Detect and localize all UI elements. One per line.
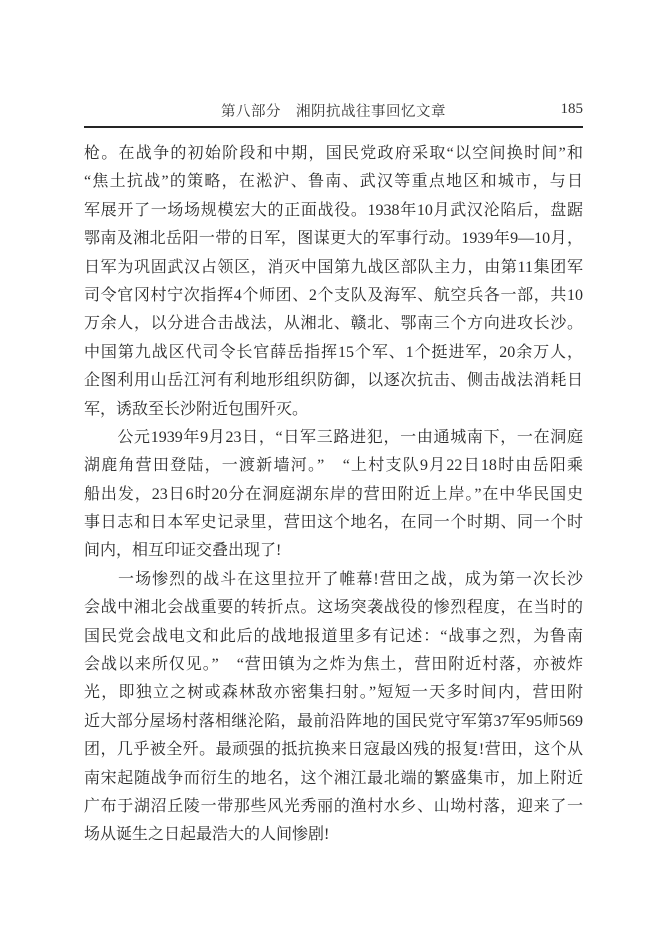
text-line: 南宋起随战争而衍生的地名，这个湘江最北端的繁盛集市，加上附近	[84, 769, 583, 787]
body-text	[84, 140, 583, 850]
text-line: 军展开了一场场规模宏大的正面战役。1938年10月武汉沦陷后，盘踞	[84, 201, 583, 219]
text-line: 鄂南及湘北岳阳一带的日军，图谋更大的军事行动。1939年9—10月，	[84, 230, 583, 248]
text-line: 日军为巩固武汉占领区，消灭中国第九战区部队主力，由第11集团军	[84, 258, 583, 276]
paragraph	[84, 566, 583, 850]
text-line: 公元1939年9月23日，“日军三路进犯，一由通城南下，一在洞庭	[84, 428, 583, 446]
text-line: 事日志和日本军史记录里，营田这个地名，在同一个时期、同一个时	[84, 514, 583, 532]
section-header: 第八部分 湘阴抗战往事回忆文章	[221, 104, 446, 120]
text-line: 湖鹿角营田登陆，一渡新墙河。” “上村支队9月22日18时由岳阳乘	[84, 457, 583, 475]
text-line: 一场惨烈的战斗在这里拉开了帷幕!营田之战，成为第一次长沙	[84, 570, 583, 588]
text-line: 会战以来所仅见。” “营田镇为之炸为焦土，营田附近村落，亦被炸	[84, 656, 583, 674]
text-line: 枪。在战争的初始阶段和中期，国民党政府采取“以空间换时间”和	[84, 145, 583, 162]
page-number: 185	[560, 101, 583, 117]
text-line: 司令官冈村宁次指挥4个师团、2个支队及海军、航空兵各一部，共10	[84, 286, 583, 304]
text-line: 万余人，以分进合击战法，从湘北、赣北、鄂南三个方向进攻长沙。	[84, 315, 583, 333]
header-rule	[84, 126, 583, 128]
paragraph	[84, 140, 583, 424]
text-line: 间内，相互印证交叠出现了!	[84, 542, 282, 560]
text-line: 中国第九战区代司令长官薛岳指挥15个军、1个挺进军，20余万人，	[84, 343, 583, 361]
text-line: 广布于湖沼丘陵一带那些风光秀丽的渔村水乡、山坳村落，迎来了一	[84, 797, 583, 815]
text-line: 场从诞生之日起最浩大的人间惨剧!	[84, 826, 330, 844]
text-line: 近大部分屋场村落相继沦陷，最前沿阵地的国民党守军第37军95师569	[84, 712, 583, 730]
text-line: “焦土抗战”的策略，在淞沪、鲁南、武汉等重点地区和城市，与日	[84, 173, 583, 191]
text-line: 船出发，23日6时20分在洞庭湖东岸的营田附近上岸。”在中华民国史	[84, 485, 583, 503]
text-line: 军，诱敌至长沙附近包围歼灭。	[84, 400, 309, 418]
text-line: 企图利用山岳江河有利地形组织防御，以逐次抗击、侧击战法消耗日	[84, 372, 583, 390]
text-line: 国民党会战电文和此后的战地报道里多有记述：“战事之烈，为鲁南	[84, 627, 583, 645]
text-line: 团，几乎被全歼。最顽强的抵抗换来日寇最凶残的报复!营田，这个从	[84, 741, 583, 759]
text-line: 会战中湘北会战重要的转折点。这场突袭战役的惨烈程度，在当时的	[84, 599, 583, 617]
text-line: 光，即独立之树或森林敌亦密集扫射。”短短一天多时间内，营田附	[84, 684, 583, 702]
paragraph	[84, 424, 583, 566]
